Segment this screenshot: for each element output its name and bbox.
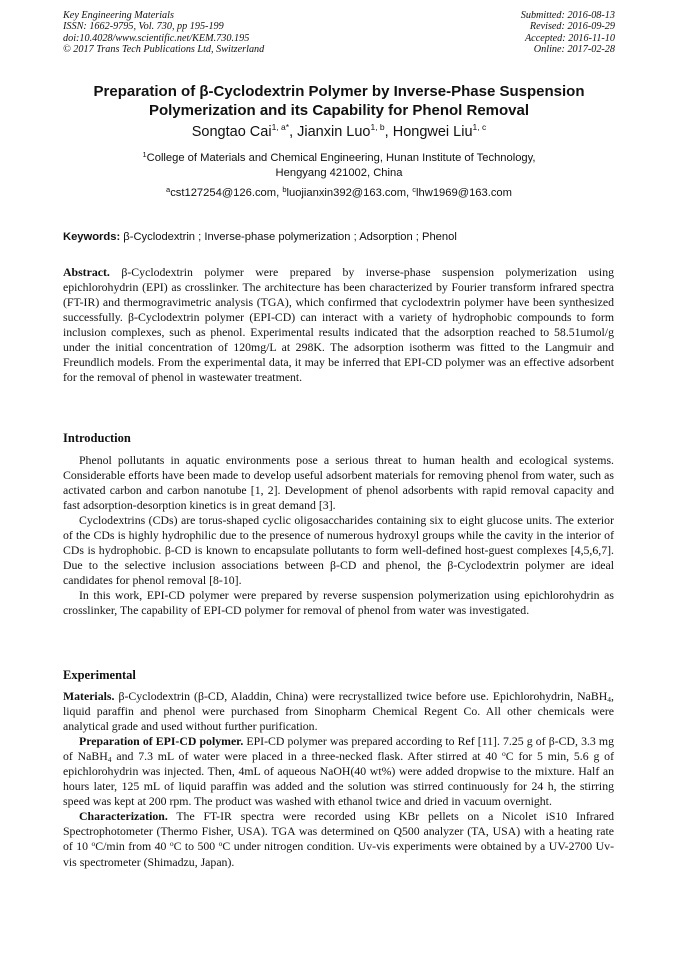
materials-label: Materials. (63, 689, 115, 703)
preparation-label: Preparation of EPI-CD polymer. (79, 734, 244, 749)
degree-superscript: o (218, 839, 223, 849)
journal-issn: ISSN: 1662-9795, Vol. 730, pp 195-199 (63, 21, 224, 33)
author-1-name: Songtao Cai (191, 124, 272, 140)
introduction-paragraph-2: Cyclodextrins (CDs) are torus-shaped cyclic oligosaccharides containing six to eight glucose units. The exterior of the CDs is highly hydrophilic due to the presence of numerous hydroxyl groups while the cavity in the interior of CDs is hydrophobic. β-CD is known to encapsulate pollutants to form well-defined host-guest complexes [4,5,6,7]. Due to the selective inclusion associations between β-CD and phenol, the β-Cyclodextrin polymer are ideal candidates for phenol removal [8-10]. (63, 513, 614, 588)
author-list (40, 123, 638, 141)
date-accepted: Accepted: 2016-11-10 (524, 32, 615, 44)
journal-copyright: © 2017 Trans Tech Publications Ltd, Switzerland (63, 44, 265, 56)
title-line-1: Preparation of β-Cyclodextrin Polymer by Inverse-Phase Suspension (93, 83, 585, 100)
date-online: Online: 2017-02-28 (533, 44, 615, 56)
materials-subscript: 4 (607, 695, 612, 704)
materials-paragraph (63, 689, 614, 734)
characterization-text-c: C to 500 (173, 839, 219, 854)
preparation-text-a: EPI-CD polymer was prepared according to Ref [11]. 7.25 g of β-CD, 3.3 mg of NaBH (63, 734, 614, 764)
email-c-sup: c (412, 185, 417, 194)
affiliation-line-1: College of Materials and Chemical Engineering, Hunan Institute of Technology, (146, 152, 536, 164)
journal-name: Key Engineering Materials (63, 10, 174, 21)
degree-superscript: o (169, 839, 174, 849)
email-b: luojianxin392@163.com, (286, 187, 413, 199)
journal-header-right (521, 10, 615, 56)
degree-superscript: o (91, 839, 96, 849)
journal-header-left (63, 10, 264, 56)
email-b-sup: b (282, 185, 287, 194)
preparation-subscript: 4 (107, 755, 112, 765)
email-a: cst127254@126.com, (170, 187, 283, 199)
abstract (63, 265, 614, 385)
introduction-paragraph-3: In this work, EPI-CD polymer were prepared by reverse suspension polymerization using epichlorohydrin as crosslinker, The capability of EPI-CD polymer for removal of phenol from water was investigated. (63, 588, 614, 618)
keywords-label: Keywords: (63, 231, 121, 243)
keywords-text: β-Cyclodextrin ; Inverse-phase polymerization ; Adsorption ; Phenol (120, 231, 457, 243)
characterization-label: Characterization. (79, 809, 168, 824)
section-heading-introduction: Introduction (63, 431, 131, 445)
author-separator: , (289, 124, 298, 140)
materials-text-b: , liquid paraffin and phenol were purchased from Sinopharm Chemical Regent Co. All other chemicals were analytical grade and used without further purification. (63, 689, 614, 734)
introduction-body (63, 453, 614, 619)
abstract-text: β-Cyclodextrin polymer were prepared by inverse-phase suspension polymerization using epichlorohydrin (EPI) as crosslinker. The architecture has been characterized by Fourier transform infrared spectra (FT-IR) and thermogravimetric analysis (TGA), which confirmed that cyclodextrin polymer have been synthesized successfully. β-Cyclodextrin polymer (EPI-CD) can interact with a variety of hydrophobic compounds to form inclusion complexes, such as phenol. Experimental results indicated that the adsorption reached to 58.51umol/g under the initial concentration of 120mg/L at 298K. The adsorption isotherm was fitted to the Langmuir and Freundlich models. From the experimental data, it may be inferred that EPI-CD polymer was an effective adsorbent for the removal of phenol in wastewater treatment. (63, 265, 614, 385)
journal-doi: doi:10.4028/www.scientific.net/KEM.730.195 (63, 32, 250, 44)
characterization-text-a: The FT-IR spectra were recorded using KBr pellets on a Nicolet iS10 Infrared Spectrophotometer (Thermo Fisher, USA). TGA was determined on Q500 analyzer (TA, USA) with a heating rate of 10 (63, 809, 614, 854)
preparation-text-b: and 7.3 mL of water were placed in a three-necked flask. After stirred at 40 (111, 749, 503, 764)
affiliation (40, 151, 638, 181)
author-2-sup: 1, b (370, 122, 385, 132)
characterization-text-b: C/min from 40 (95, 839, 170, 854)
characterization-paragraph (63, 809, 614, 869)
email-a-sup: a (166, 185, 171, 194)
introduction-paragraph-1: Phenol pollutants in aquatic environments pose a serious threat to human health and ecological systems. Considerable efforts have been made to develop useful adsorbent materials for removing phenol from water, such as activated carbon and carbon nanotube [1, 2]. Development of phenol adsorbents with rapid removal capacity and fast adsorption-desorption kinetics is in great demand [3]. (63, 453, 614, 513)
abstract-label: Abstract. (63, 265, 110, 279)
preparation-paragraph (63, 734, 614, 809)
date-submitted: Submitted: 2016-08-13 (520, 10, 615, 21)
date-revised: Revised: 2016-09-29 (529, 21, 615, 33)
affiliation-sup: 1 (142, 150, 147, 159)
title-line-2: Polymerization and its Capability for Phenol Removal (148, 102, 530, 119)
materials-text-a: β-Cyclodextrin (β-CD, Aladdin, China) were recrystallized twice before use. Epichlorohydrin, NaBH (114, 689, 608, 703)
paper-title (40, 82, 638, 120)
author-separator: , (384, 124, 393, 140)
section-heading-experimental: Experimental (63, 668, 136, 682)
author-3-name: Hongwei Liu (392, 124, 473, 140)
degree-superscript: o (502, 749, 506, 759)
author-3-sup: 1, c (472, 122, 487, 132)
author-emails (40, 186, 638, 201)
author-1-sup: 1, a* (271, 122, 290, 132)
email-c: lhw1969@163.com (416, 187, 512, 199)
characterization-text-d: C under nitrogen condition. Uv-vis experiments were obtained by a UV-2700 Uv-vis spectrometer (Shimadzu, Japan). (63, 839, 614, 869)
preparation-text-c: C for 5 min, 5.6 g of epichlorohydrin was injected. Then, 4mL of aqueous NaOH(40 wt%) were added dropwise to the mixture. Half an hours later, 125 mL of liquid paraffin was added and the solution was stirred continuously for 24 h, the stirring speed was kept at 200 rpm. The product was washed with ethanol twice and dried in vacuum overnight. (63, 749, 615, 809)
affiliation-line-2: Hengyang 421002, China (275, 167, 403, 179)
experimental-body (63, 689, 614, 870)
author-2-name: Jianxin Luo (297, 124, 371, 140)
keywords (63, 230, 623, 245)
